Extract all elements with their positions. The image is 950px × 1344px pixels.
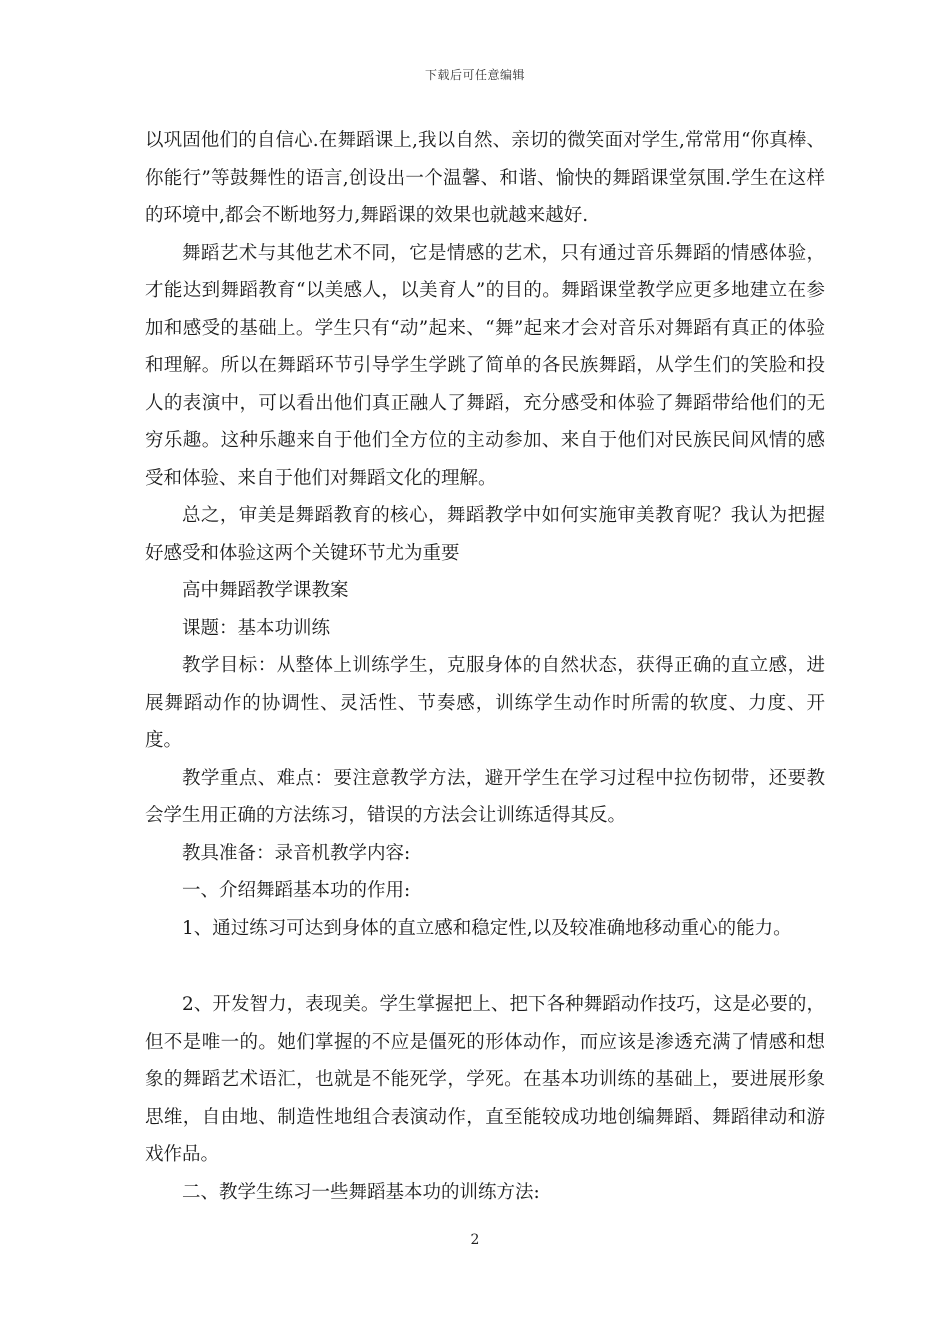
section-one-heading: 一、介绍舞蹈基本功的作用:	[182, 880, 411, 901]
page-number: 2	[470, 1232, 480, 1248]
teaching-objectives: 教学目标：从整体上训练学生，克服身体的自然状态，获得正确的直立感，进展舞蹈动作的协调性、灵活性、节奏感，训练学生动作时所需的软度、力度、开度。	[145, 655, 825, 751]
document-body	[145, 122, 825, 1211]
section-one-item-2: 2、开发智力，表现美。学生掌握把上、把下各种舞蹈动作技巧，这是必要的，但不是唯一的。她们掌握的不应是僵死的形体动作，而应该是渗透充满了情感和想象的舞蹈艺术语汇，也就是不能死学，学死。在基本功训练的基础上，要进展形象思维，自由地、制造性地组合表演动作，直至能较成功地创编舞蹈、舞蹈律动和游戏作品。	[145, 994, 825, 1165]
teaching-focus: 教学重点、难点：要注意教学方法，避开学生在学习过程中拉伤韧带，还要教会学生用正确的方法练习，错误的方法会让训练适得其反。	[145, 767, 825, 826]
paragraph-dance-emotion: 舞蹈艺术与其他艺术不同，它是情感的艺术，只有通过音乐舞蹈的情感体验，才能达到舞蹈教育“以美感人，以美育人”的目的。舞蹈课堂教学应更多地建立在参加和感受的基础上。学生只有“动”起来、“舞”起来才会对音乐对舞蹈有真正的体验和理解。所以在舞蹈环节引导学生学跳了简单的各民族舞蹈，从学生们的笑脸和投人的表演中，可以看出他们真正融人了舞蹈，充分感受和体验了舞蹈带给他们的无穷乐趣。这种乐趣来自于他们全方位的主动参加、来自于他们对民族民间风情的感受和体验、来自于他们对舞蹈文化的理解。	[145, 242, 825, 489]
lesson-topic: 课题：基本功训练	[182, 617, 331, 639]
page-header: 下载后可任意编辑	[424, 68, 525, 82]
section-one-item-1: 1、通过练习可达到身体的直立感和稳定性,以及较准确地移动重心的能力。	[182, 917, 792, 939]
paragraph-confidence: 以巩固他们的自信心.在舞蹈课上,我以自然、亲切的微笑面对学生,常常用“你真棒、你能行”等鼓舞性的语言,创设出一个温馨、和谐、愉快的舞蹈课堂氛围.学生在这样的环境中,都会不断地努力,舞蹈课的效果也就越来越好.	[145, 130, 825, 226]
paragraph-summary: 总之，审美是舞蹈教育的核心，舞蹈教学中如何实施审美教育呢？我认为把握好感受和体验这两个关键环节尤为重要	[145, 505, 825, 564]
lesson-plan-title: 高中舞蹈教学课教案	[182, 580, 349, 601]
teaching-tools: 教具准备：录音机教学内容:	[182, 842, 411, 864]
section-two-heading: 二、教学生练习一些舞蹈基本功的训练方法:	[182, 1181, 540, 1203]
